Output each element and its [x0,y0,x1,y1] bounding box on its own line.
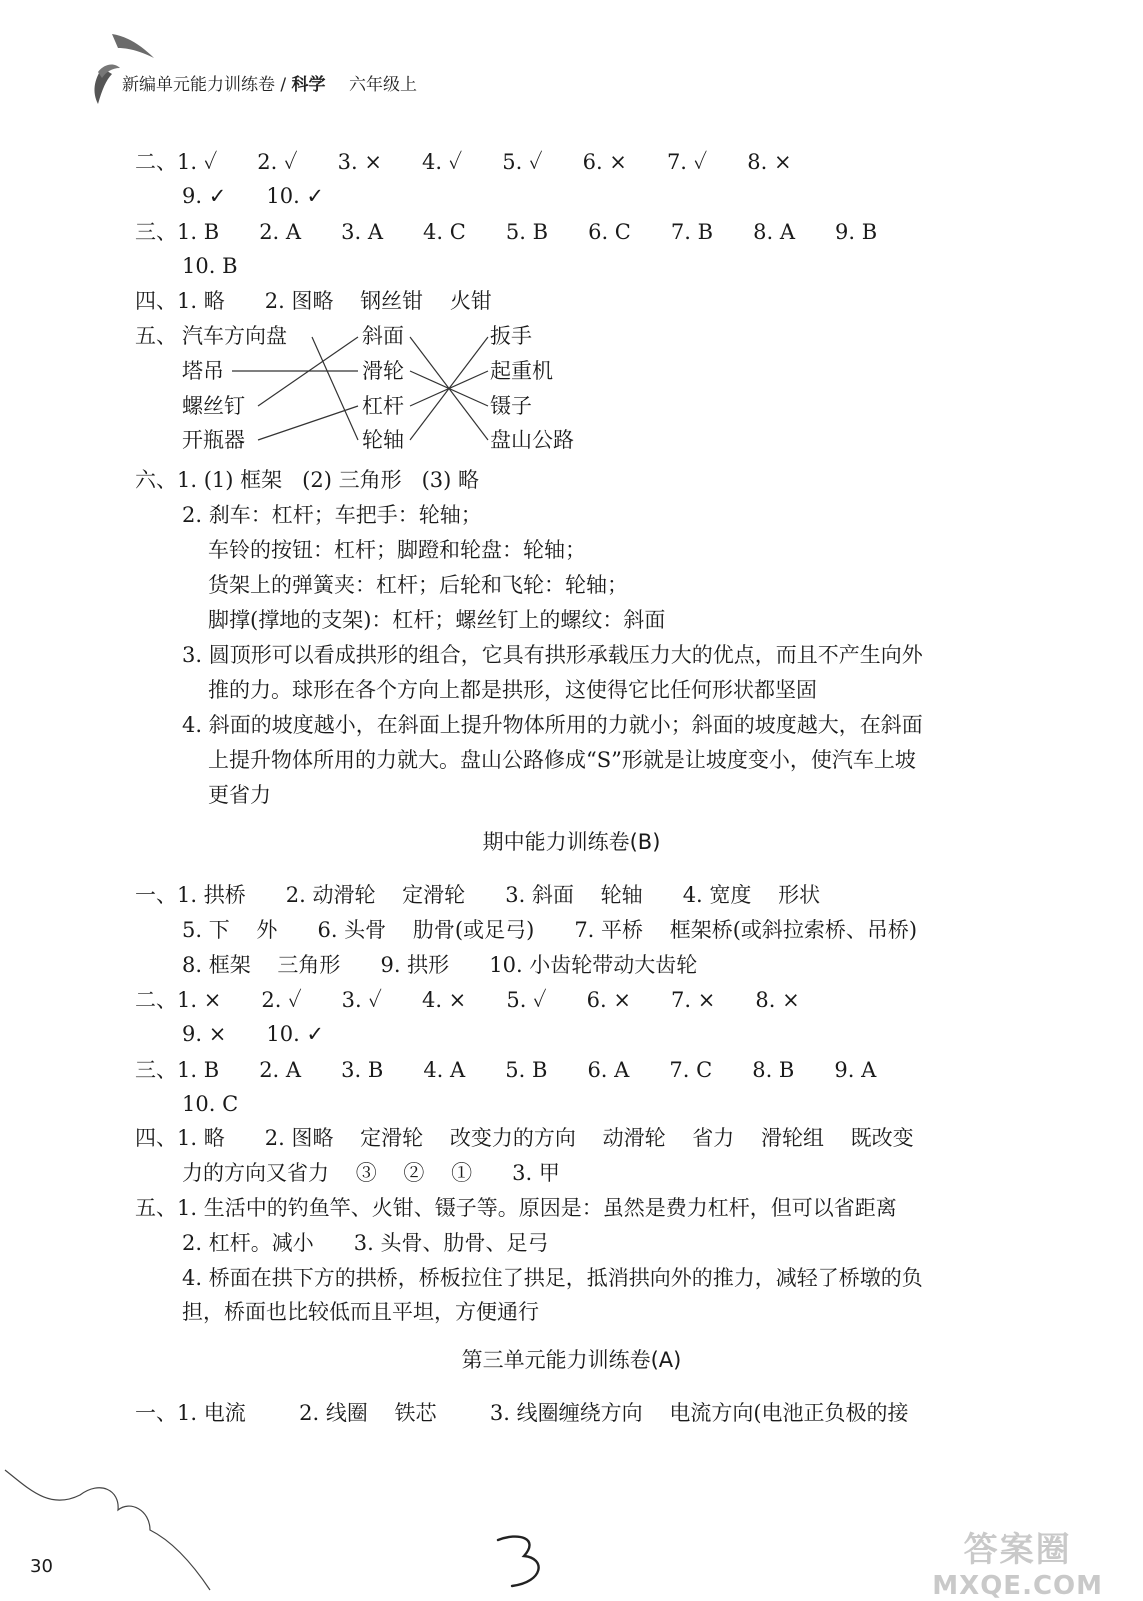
answer-line: 三、1. B 2. A 3. B 4. A 5. B 6. A 7. C 8. B 9. A [135,1058,877,1082]
answer-line: 9. × 10. ✓ [182,1022,325,1046]
answer-line: 四、1. 略 2. 图略 钢丝钳 火钳 [135,289,492,313]
answer-line: 4. 斜面的坡度越小，在斜面上提升物体所用的力就小；斜面的坡度越大，在斜面 [182,713,923,737]
answer-line: 三、1. B 2. A 3. A 4. C 5. B 6. C 7. B 8. A 9. B [135,220,878,244]
answer-line: 10. B [182,254,238,278]
match-middle-item: 轮轴 [362,428,404,452]
cloud-decoration-icon [0,1450,260,1600]
answer-line: 五、1. 生活中的钓鱼竿、火钳、镊子等。原因是：虽然是费力杠杆，但可以省距离 [135,1196,897,1220]
section-title-unit3: 第三单元能力训练卷(A) [461,1348,682,1372]
subject-label: 科学 [291,75,326,95]
answer-line: 六、1. (1) 框架 (2) 三角形 (3) 略 [135,468,480,492]
match-right-item: 盘山公路 [490,428,574,452]
match-left-item: 开瓶器 [182,428,245,452]
match-left-item: 螺丝钉 [182,394,245,418]
answer-line: 推的力。球形在各个方向上都是拱形，这使得它比任何形状都坚固 [208,678,817,702]
answer-line: 更省力 [208,783,271,807]
answer-line: 一、1. 拱桥 2. 动滑轮 定滑轮 3. 斜面 轮轴 4. 宽度 形状 [135,883,821,907]
answer-line: 二、1. ✓ 2. ✓ 3. × 4. ✓ 5. ✓ 6. × 7. ✓ 8. × [135,150,792,174]
answer-line: 9. ✓ 10. ✓ [182,184,325,208]
answer-line: 8. 框架 三角形 9. 拱形 10. 小齿轮带动大齿轮 [182,953,698,977]
book-title: 新编单元能力训练卷 [122,75,275,95]
answer-line: 2. 刹车：杠杆；车把手：轮轴； [182,503,482,527]
watermark-line2: MXQE.COM [932,1571,1103,1601]
answer-line: 货架上的弹簧夹：杠杆；后轮和飞轮：轮轴； [208,573,628,597]
answer-line: 上提升物体所用的力就大。盘山公路修成“S”形就是让坡度变小，使汽车上坡 [208,748,916,772]
answer-line: 二、1. × 2. ✓ 3. ✓ 4. × 5. ✓ 6. × 7. × 8. × [135,988,800,1012]
answer-line: 5. 下 外 6. 头骨 肋骨(或足弓) 7. 平桥 框架桥(或斜拉索桥、吊桥) [182,918,918,942]
answer-line: 力的方向又省力 ③ ② ① 3. 甲 [182,1161,560,1185]
watermark [932,1522,1103,1601]
answer-line: 一、1. 电流 2. 线圈 铁芯 3. 线圈缠绕方向 电流方向(电池正负极的接 [135,1401,909,1425]
answer-line: 10. C [182,1092,239,1116]
answer-line: 4. 桥面在拱下方的拱桥，桥板拉住了拱足，抵消拱向外的推力，减轻了桥墩的负 [182,1266,923,1290]
match-middle-item: 斜面 [362,324,404,348]
match-middle-item: 滑轮 [362,359,404,383]
answer-line: 五、 [135,324,177,348]
section-title-midterm: 期中能力训练卷(B) [482,830,661,854]
answer-line: 2. 杠杆。减小 3. 头骨、肋骨、足弓 [182,1231,549,1255]
match-middle-item: 杠杆 [362,394,404,418]
match-right-item: 镊子 [490,394,532,418]
watermark-line1: 答案圈 [963,1530,1072,1570]
match-left-item: 汽车方向盘 [182,324,287,348]
handwritten-three-icon [488,1532,558,1592]
answer-line: 脚撑(撑地的支架)：杠杆；螺丝钉上的螺纹：斜面 [208,608,666,632]
match-right-item: 起重机 [490,359,553,383]
page-number: 30 [30,1556,53,1577]
match-right-item: 扳手 [490,324,532,348]
answer-line: 车铃的按钮：杠杆；脚蹬和轮盘：轮轴； [208,538,586,562]
answer-line: 3. 圆顶形可以看成拱形的组合，它具有拱形承载压力大的优点，而且不产生向外 [182,643,923,667]
grade-label: 六年级上 [348,75,417,95]
header-separator: / [280,75,287,95]
answer-line: 担，桥面也比较低而且平坦，方便通行 [182,1300,539,1324]
match-left-item: 塔吊 [182,359,224,383]
answer-line: 四、1. 略 2. 图略 定滑轮 改变力的方向 动滑轮 省力 滑轮组 既改变 [135,1126,914,1150]
